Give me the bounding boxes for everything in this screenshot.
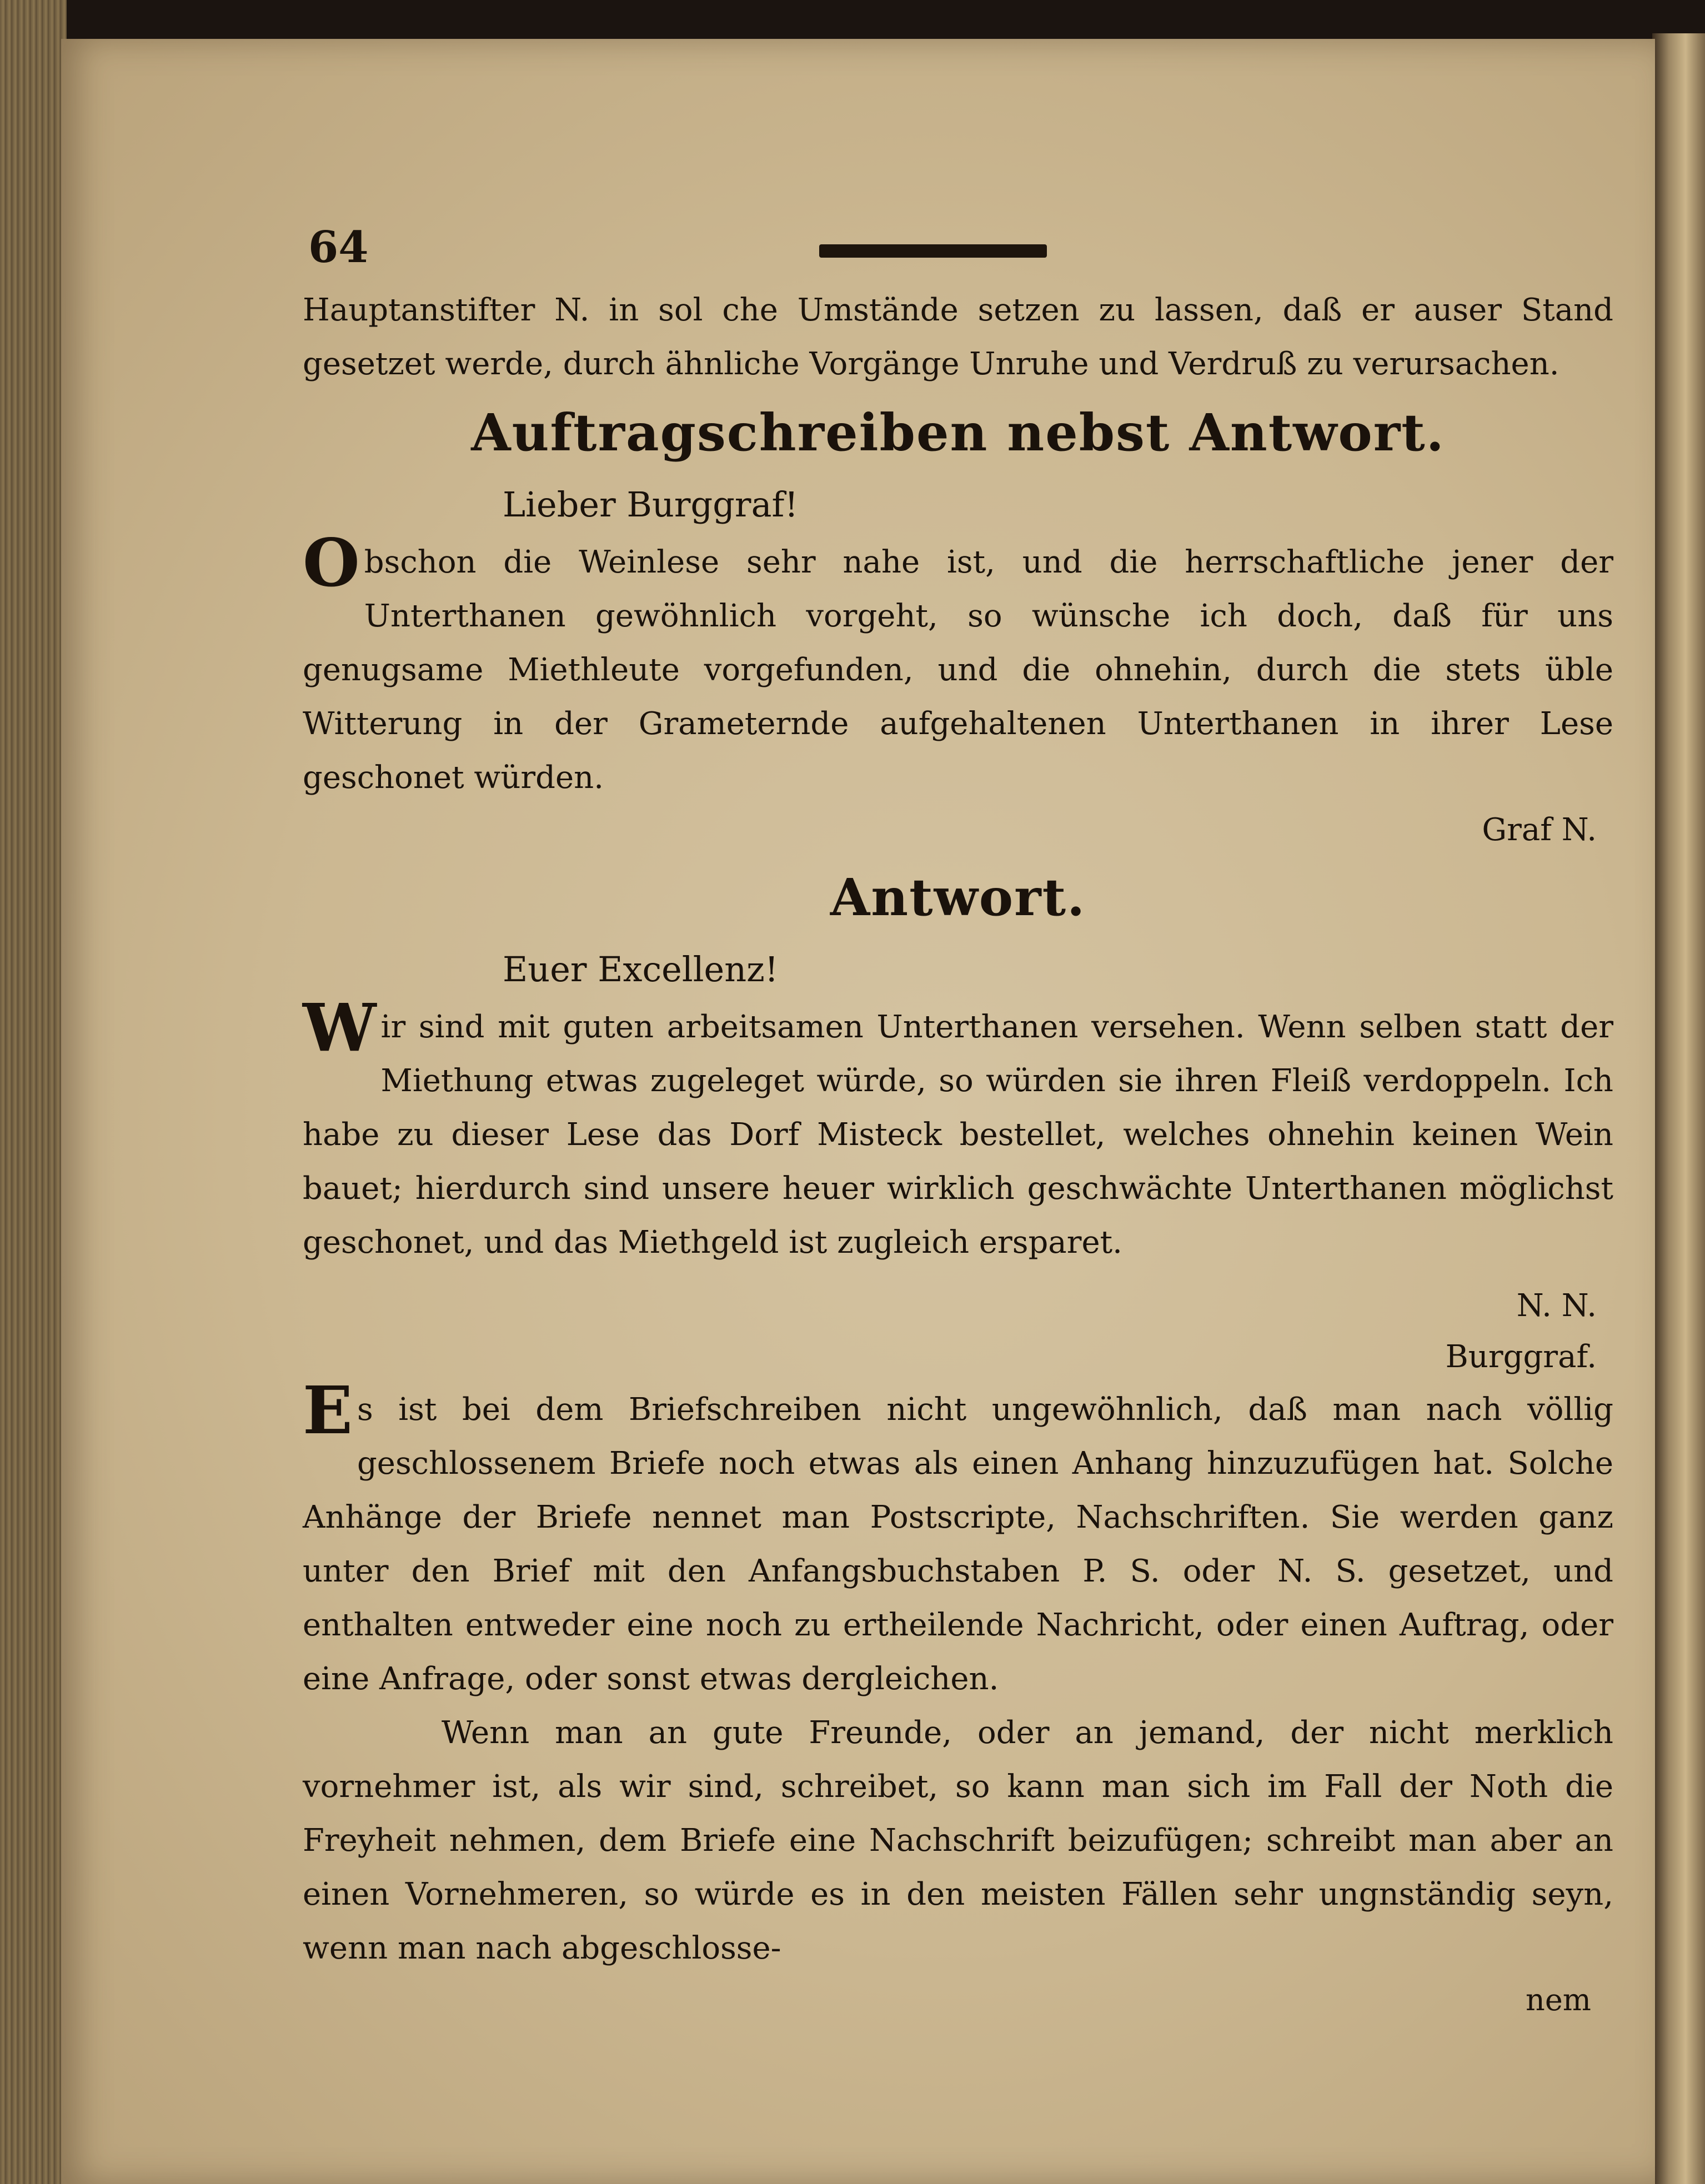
page-stack-left-edge <box>0 0 67 2184</box>
page-number: 64 <box>308 222 369 273</box>
heading-antwort: Antwort. <box>830 867 1086 927</box>
catchword: nem <box>1526 1982 1591 2017</box>
letter-2-text: ir sind mit guten arbeitsamen Unterthanen versehen. Wenn selben statt der Miethung etwas zugeleget würde, so würden sie ihren Fleiß verdoppeln. Ich habe zu dieser Lese das Dorf Misteck bestellet, welches ohnehin keinen Wein bauet; hierdurch sind unsere heuer wirklich geschwächte Unterthanen möglichst geschonet, und das Miethgeld ist zugleich ersparet. <box>303 1009 1613 1261</box>
letter-2-signature-title: Burggraf. <box>1445 1339 1597 1375</box>
letter-2-signature-name: N. N. <box>1516 1288 1597 1324</box>
running-header <box>303 222 1613 283</box>
dropcap-e: E <box>303 1372 353 1449</box>
intro-paragraph: Hauptanstifter N. in sol che Umstände setzen zu lassen, daß er auser Stand gesetzet werde, durch ähnliche Vorgänge Unruhe und Verdruß zu verursachen. <box>303 292 1613 382</box>
letter-2-body <box>303 989 1613 1269</box>
letter-1-body <box>303 524 1613 805</box>
essay-paragraph-1 <box>303 1372 1613 1706</box>
dropcap-w: W <box>303 989 377 1066</box>
salutation-excellenz: Euer Excellenz! <box>503 949 779 990</box>
spacer <box>303 1269 1613 1281</box>
letter-1-signature: Graf N. <box>1482 812 1597 848</box>
salutation-burggraf: Lieber Burggraf! <box>503 484 799 525</box>
text-block <box>303 222 1613 2055</box>
page-stack-right-edge <box>1652 33 1705 2184</box>
essay-paragraph-1-text: s ist bei dem Briefschreiben nicht ungewöhnlich, daß man nach völlig geschlossenem Briefe noch etwas als einen Anhang hinzuzufügen hat. Solche Anhänge der Briefe nennet man Postscripte, Nachschriften. Sie werden ganz unter den Brief mit den Anfangsbuchstaben P. S. oder N. S. gesetzet, und enthalten entweder eine noch zu ertheilende Nachricht, oder einen Auftrag, oder eine Anfrage, oder sonst etwas dergleichen. <box>303 1392 1613 1697</box>
letter-1-text: bschon die Weinlese sehr nahe ist, und die herrschaftliche jener der Unterthanen gewöhnlich vorgeht, so wünsche ich doch, daß für uns genugsame Miethleute vorgefunden, und die ohnehin, durch die stets üble Witterung in der Grameternde aufgehaltenen Unterthanen in ihrer Lese geschonet würden. <box>303 544 1613 796</box>
heading-auftragschreiben: Auftragschreiben nebst Antwort. <box>471 403 1445 463</box>
dropcap-o: O <box>303 524 360 601</box>
essay-paragraph-2: Wenn man an gute Freunde, oder an jemand, der nicht merklich vornehmer ist, als wir sind, schreibet, so kann man sich im Fall der Noth die Freyheit nehmen, dem Briefe eine Nachschrift beizufügen; schreibt man aber an einen Vornehmeren, so würde es in den meisten Fällen sehr ungnständig seyn, wenn man nach abgeschlosse- <box>303 1715 1613 1966</box>
header-rule <box>819 244 1047 258</box>
paper-page <box>61 39 1655 2184</box>
